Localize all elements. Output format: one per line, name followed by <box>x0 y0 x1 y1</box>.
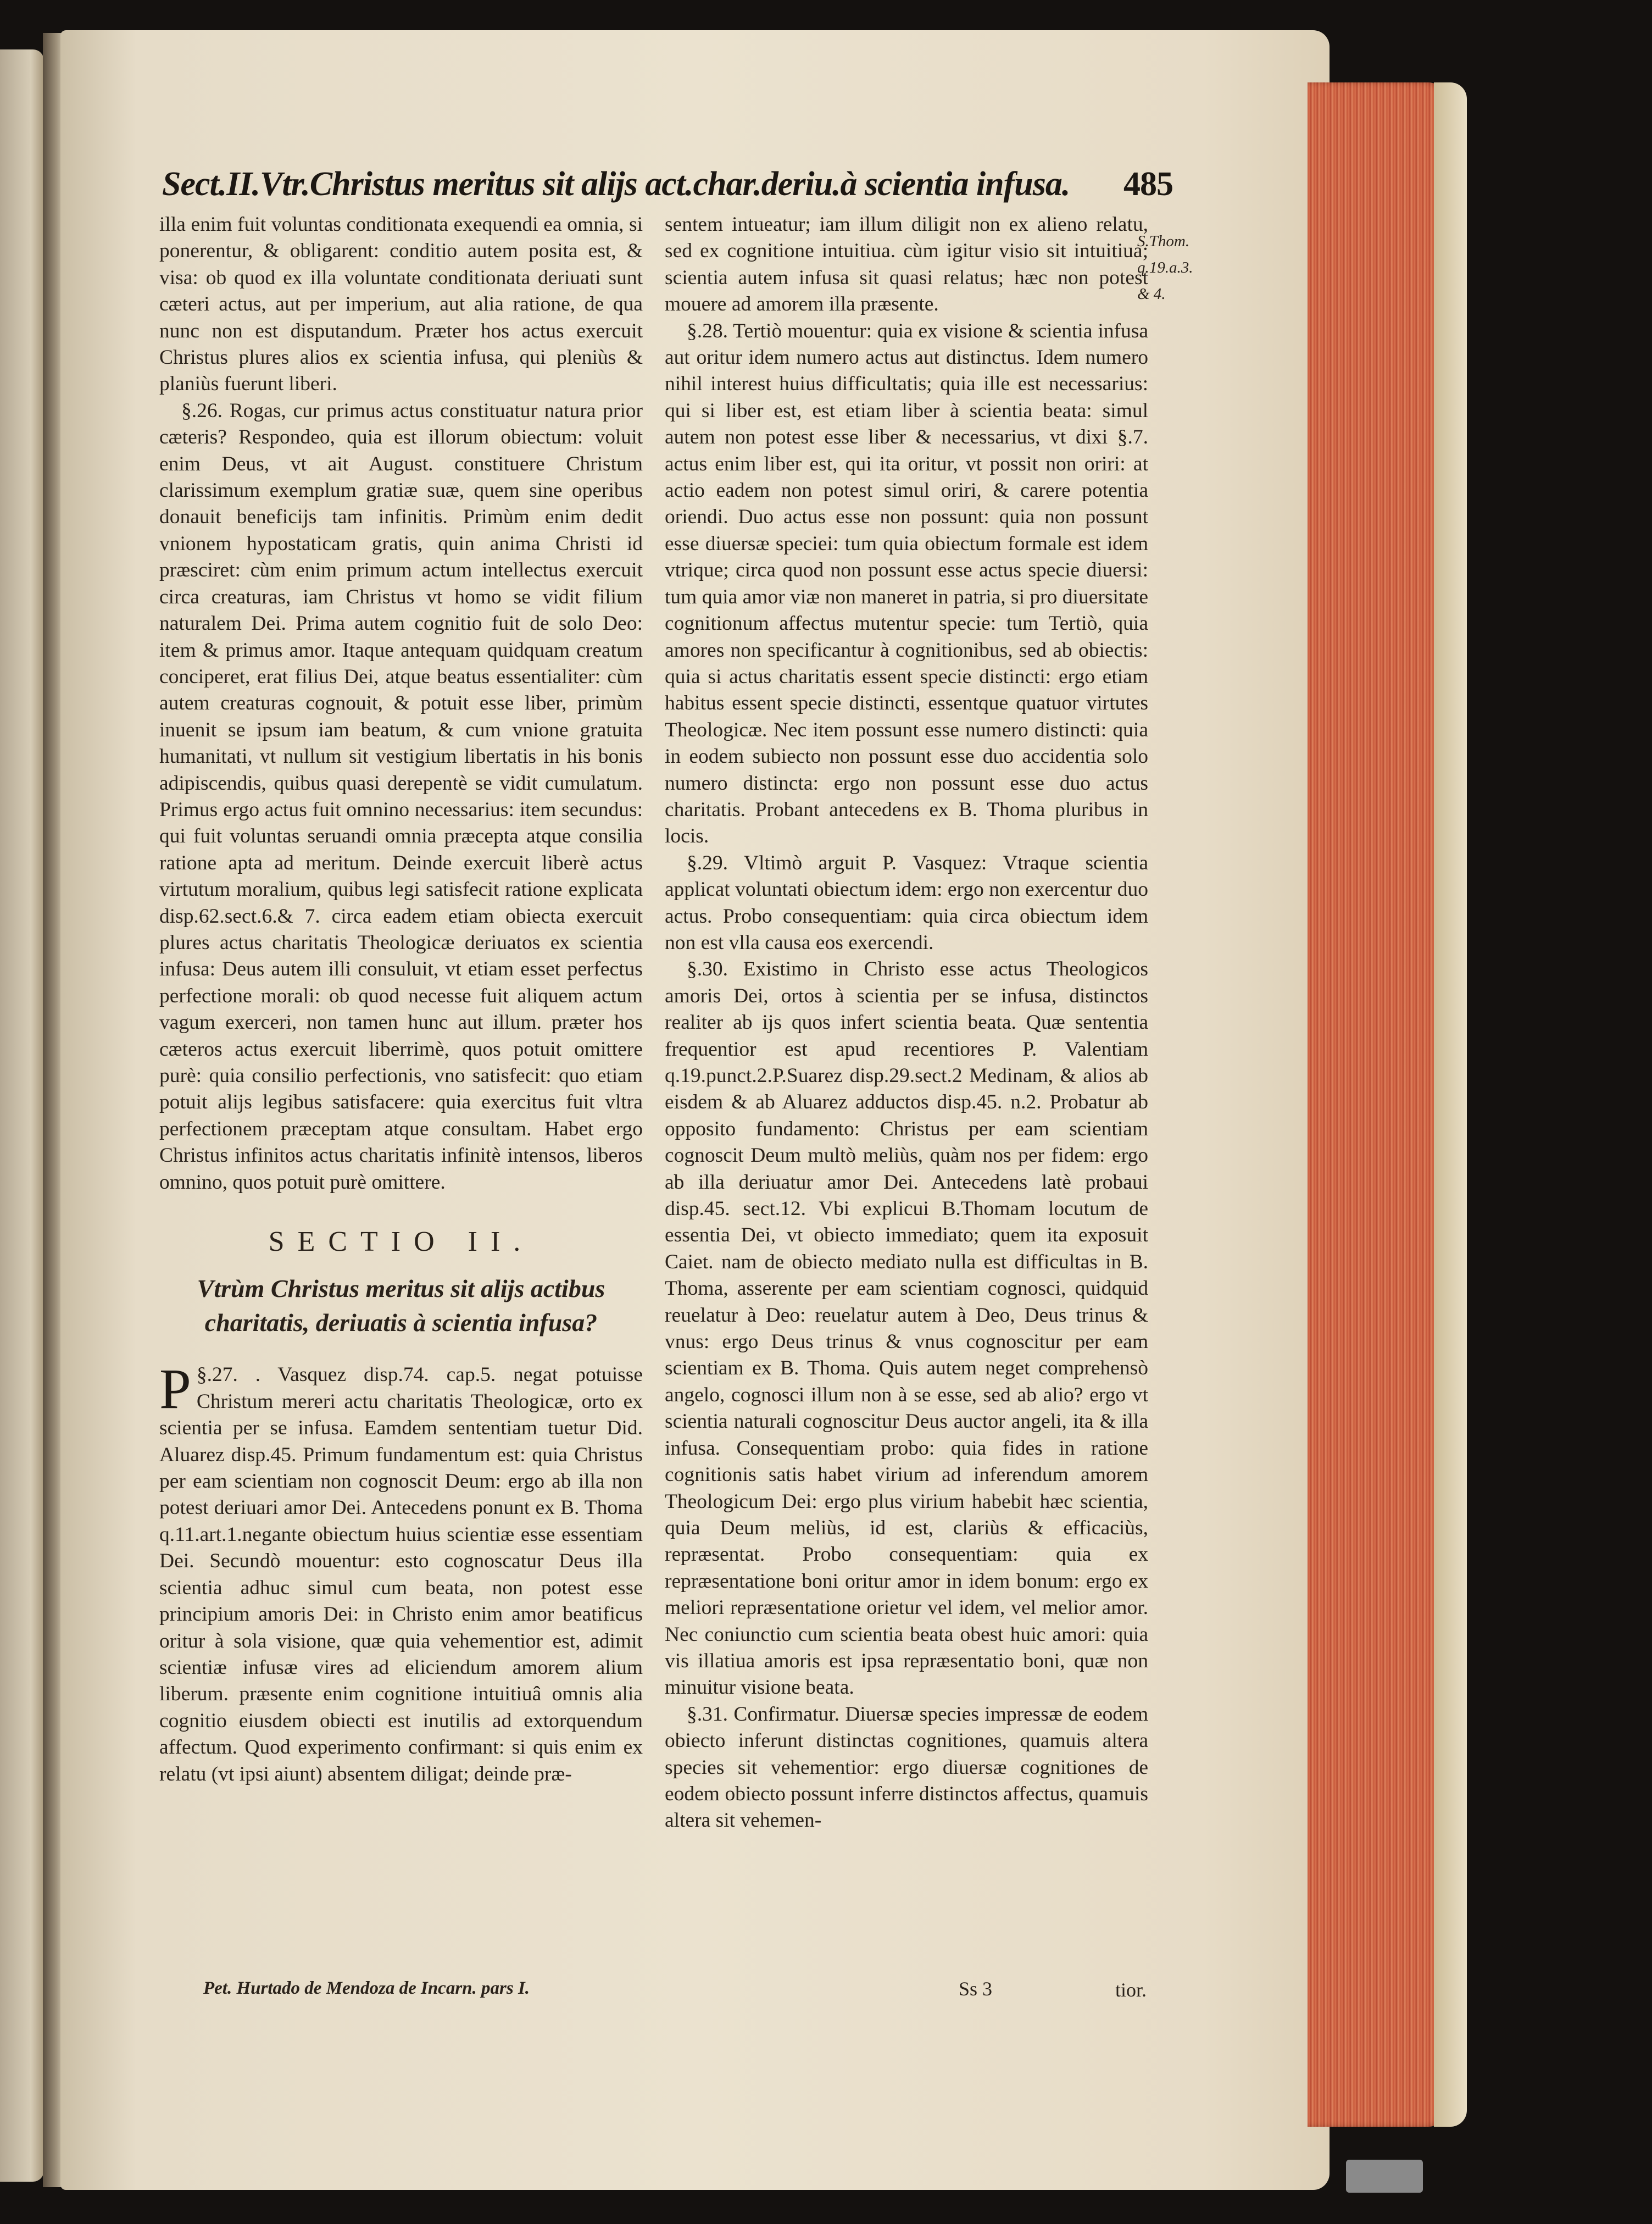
signature-mark: Ss 3 <box>959 1978 993 2000</box>
right-paragraph-5: §.31. Confirmatur. Diuersæ species impressæ de eodem obiecto inferunt distinctas cognitiones, quamuis altera species sit vehementior: ergo diuersæ cognitiones de eodem obiecto possunt inferre distinctos affectus, quamuis altera sit vehemen- <box>665 1702 1148 1832</box>
running-title: Sect.II.Vtr.Christus meritus sit alijs act.char.deriu.à scientia infusa. <box>162 165 1070 203</box>
right-paragraph-4: §.30. Existimo in Christo esse actus Theologicos amoris Dei, ortos à scientia per se infusa, distinctos realiter ab ijs quos infert scientia beata. Quæ sententia frequentior est apud recentiores P. Valentiam q.19.punct.2.P.Suarez disp.29.sect.2 Medinam, & alios ab eisdem & ab Aluarez adductos disp.45. n.2. Probatur ab opposito fundamento: Christus per eam scientiam cognoscit Deum multò meliùs, quàm nos per fidem: ergo ab illa deriuatur amor Dei. Antecedens latè probaui disp.45. sect.12. Vbi explicui B.Thomam locutum de essentia Dei, vt obiecto immediato; quem ita exposuit Caiet. nam de obiecto mediato nulla est difficultas in B. Thoma, asserente per eam scientiam cognosci, quidquid reuelatur à Deo: reuelatur autem à Deo, Deus trinus & vnus: ergo Deus trinus & vnus cognoscitur per eam scientiam ex B. Thoma. Quis autem neget comprehensò angelo, cognosci illum non à se esse, sed ab alio? ergo vt scientia naturali cognoscitur Deus auctor angeli, ita & illa infusa. Consequentiam probo: quia fides in ratione cognitionis satis habet virium ad inferendum amorem Theologicum Dei: ergo plus virium habebit hæc scientia, quia Deum meliùs, id est, clariùs & efficaciùs, repræsentat. Probo consequentiam: quia ex repræsentatione boni oritur amor in idem bonum: ergo ex meliori repræsentatione orietur vel idem, vel melior amor. Nec coniunctio cum scientia beata obest huic amori: quia vis illatiua amoris est ipsa repræsentatio boni, quæ non minuitur visione beata. <box>665 958 1148 1699</box>
left-paragraph-1: illa enim fuit voluntas conditionata exequendi ea omnia, si ponerentur, & obligarent: conditio autem posita est, & visa: ob quod ex illa voluntate conditionata deriuati sunt cæteri actus, aut per imperium, aut alia ratione, de qua nunc non est disputandum. Præter hos actus exercuit Christus plures alios ex scientia infusa, qui pleniùs & planiùs fuerunt liberi. <box>159 213 643 396</box>
running-header <box>162 165 1173 204</box>
margin-note-line-1: S.Thom. <box>1137 232 1190 250</box>
right-paragraph-2: §.28. Tertiò mouentur: quia ex visione & scientia infusa aut oritur idem numero actus aut distinctus. Idem numero nihil interest huius difficultatis; quia ille est necessarius: qui si liber est, est etiam liber à scientia beata: simul autem non potest esse liber & necessarius, vt dixi §.7. actus enim liber est, qui ita oritur, vt possit non oriri: at actio eadem non potest simul oriri, & carere potentia oriendi. Duo actus esse non possunt: quia non possunt esse diuersæ speciei: tum quia obiectum formale est idem vtrique; circa quod non possunt esse actus specie diuersi: tum quia amor viæ non maneret in patria, si pro diuersitate cognitionum affectus mutentur specie: tum Tertiò, quia amores non specificantur à cognitionibus, sed ab obiectis: quia si actus charitatis essent specie distincti: ergo etiam habitus essent specie distincti, essentque quatuor virtutes Theologicæ. Nec item possunt esse numero distincti: quia in eodem subiecto non possunt esse duo accidentia solo numero distincta: ergo non possunt esse duo actus charitatis. Probant antecedens ex B. Thoma pluribus in locis. <box>665 319 1148 848</box>
right-column <box>665 212 1148 1834</box>
catchword: tior. <box>1115 1979 1147 2001</box>
left-paragraph-2: §.26. Rogas, cur primus actus constituatur natura prior cæteris? Respondeo, quia est illorum obiectum: voluit enim Deus, vt ait August. constituere Christum clarissimum exemplum gratiæ suæ, quem sine operibus donauit beneficijs tam infinitis. Primùm enim dedit vnionem hypostaticam gratis, quin anima Christi id præsciret: cùm enim primum actum intellectus exercuit circa creaturas, iam Christus vt homo se vidit filium naturalem Dei. Prima autem cognitio fuit de solo Deo: item & primus amor. Itaque antequam quidquam creatum conciperet, erat filius Dei, atque beatus essentialiter: cùm autem creaturas cognouit, & potuit esse liber, primùm inuenit se ipsum iam beatum, & cum vnione gratuita humanitati, vt nullum sit vestigium libertatis in his bonis adipiscendis, quibus quasi derepentè se vidit cumulatum. Primus ergo actus fuit omnino necessarius: item secundus: qui fuit voluntas seruandi omnia præcepta atque consilia ratione apta ad meritum. Deinde exercuit liberè actus virtutum moralium, quibus legi satisfecit ratione explicata disp.62.sect.6.& 7. circa eadem etiam obiecta exercuit plures actus charitatis Theologicæ deriuatos ex scientia infusa: Deus autem illi consuluit, vt etiam esset perfectus perfectione morali: ob quod necesse fuit aliquem actum vagum exerceri, non tamen hunc aut illum. præter hos cæteros actus exercuit liberrimè, quos potuit omittere purè: quia consilio perfectionis, vno satisfecit: quo etiam potuit alijs legibus satisfacere: quia exercitus fuit vltra perfectionem præceptam atque consultam. Habet ergo Christus infinitos actus charitatis infinitè intensos, liberos omnino, quos potuit purè omittere. <box>159 399 643 1194</box>
margin-note-line-2: q.19.a.3. <box>1137 259 1193 276</box>
left-paragraph-3-text: . Vasquez disp.74. cap.5. negat potuisse Christum mereri actu charitatis Theologicæ, orto ex scientia per se infusa. Eamdem sententiam tuetur Did. Aluarez disp.45. Primum fundamentum est: quia Christus per eam scientiam non cognoscit Deum: ergo ab illa non potest deriuari amor Dei. Antecedens ponunt ex B. Thoma q.11.art.1.negante obiectum huius scientiæ esse essentiam Dei. Secundò mouentur: esto cognoscatur Deus illa scientia adhuc simul cum beata, non potest esse principium amoris Dei: in Christo enim amor beatificus oritur à sola visione, quæ quia vehementior est, adimit scientiæ infusæ vires ad eliciendum amorem alium liberum. præsente enim cognitione intuitiuâ omnis alia cognitio eiusdem obiecti est inutilis ad extorquendum affectum. Quod experimento confirmant: si quis enim ex relatu (vt ipsi aiunt) absentem diligat; deinde præ- <box>159 1363 643 1785</box>
footer-author-line: Pet. Hurtado de Mendoza de Incarn. pars I. <box>203 1978 530 1998</box>
right-paragraph-1: sentem intueatur; iam illum diligit non ex alieno relatu, sed ex cognitione intuitiua. cùm igitur visio sit intuitiua; scientia autem infusa sit quasi relatus; hæc non potest mouere ad amorem illa præsente. <box>665 213 1148 316</box>
section-subtitle: Vtrùm Christus meritus sit alijs actibus charitatis, deriuatis à scientia infusa? <box>197 1274 605 1337</box>
right-paragraph-3: §.29. Vltimò arguit P. Vasquez: Vtraque scientia applicat voluntati obiectum idem: ergo non exercentur duo actus. Probo consequentiam: quia circa obiectum idem non est vlla causa eos exercendi. <box>665 851 1148 954</box>
left-paragraph-3 <box>159 1357 643 1788</box>
grey-tab <box>1346 2160 1423 2193</box>
red-page-edges <box>1308 82 1445 2127</box>
section-title: SECTIO II. <box>268 1226 534 1258</box>
drop-cap: P <box>159 1357 191 1421</box>
margin-note-line-3: & 4. <box>1137 285 1166 303</box>
margin-note <box>1137 228 1209 307</box>
paragraph-number: §.27. <box>196 1363 238 1386</box>
page-number: 485 <box>1123 165 1173 203</box>
facing-page-edge <box>0 49 44 2182</box>
left-column <box>159 212 643 1788</box>
